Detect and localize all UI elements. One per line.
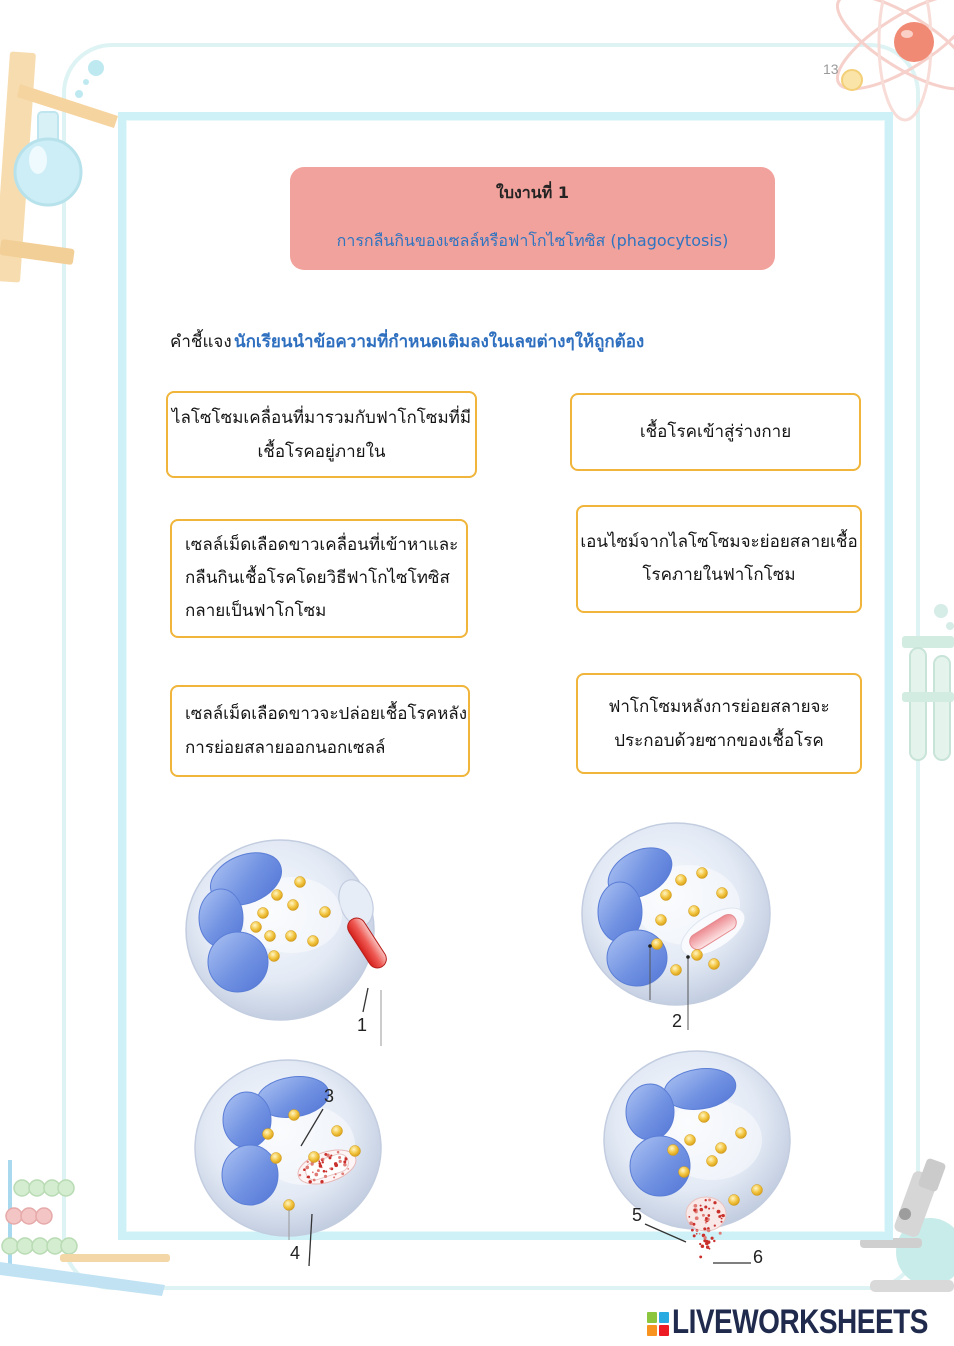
- pathogen-debris-speck: [318, 1161, 320, 1163]
- diagram-label-2: 2: [671, 1011, 683, 1031]
- answer-card-text: เชื้อโรคเข้าสู่ร่างกาย: [639, 422, 792, 442]
- granule: [350, 1146, 361, 1157]
- diagram-label-5: 5: [631, 1205, 643, 1225]
- pathogen-debris-speck: [705, 1217, 708, 1220]
- answer-card-2[interactable]: [570, 393, 861, 471]
- granule: [271, 1153, 282, 1164]
- instruction-text: นักเรียนนำข้อความที่กำหนดเติมลงในเลขต่างๆให้ถูกต้อง: [234, 332, 645, 352]
- answer-card-text: กลายเป็นฟาโกโซม: [185, 601, 327, 621]
- granule: [709, 959, 720, 970]
- label-pointer-line: [363, 988, 368, 1012]
- granule: [685, 1135, 696, 1146]
- pathogen-debris-speck: [344, 1157, 347, 1160]
- answer-card-3[interactable]: [170, 519, 468, 638]
- pathogen-debris-speck: [322, 1161, 324, 1163]
- pathogen-debris-speck: [720, 1221, 722, 1223]
- answer-card-text: ฟาโกโซมหลังการย่อยสลายจะ: [608, 696, 830, 717]
- granule: [295, 877, 306, 888]
- granule: [736, 1128, 747, 1139]
- pathogen-debris-speck: [700, 1208, 704, 1212]
- granule: [689, 906, 700, 917]
- page-number: 13: [823, 61, 839, 77]
- nucleus-lobe: [630, 1136, 690, 1196]
- cell-diagram-1: [186, 840, 390, 1046]
- granule: [332, 1126, 343, 1137]
- pathogen-debris-speck: [307, 1175, 310, 1178]
- pathogen-debris-speck: [702, 1214, 705, 1217]
- diagram-label-3: 3: [323, 1086, 335, 1106]
- diagram-label-6: 6: [752, 1247, 764, 1267]
- pathogen-debris-speck: [333, 1176, 335, 1178]
- granule: [263, 1129, 274, 1140]
- granule: [258, 908, 269, 919]
- granule: [716, 1143, 727, 1154]
- answer-card-text: เชื้อโรคอยู่ภายใน: [257, 441, 386, 462]
- pathogen-debris-speck: [321, 1159, 323, 1161]
- pathogen-debris-speck: [699, 1243, 701, 1245]
- answer-card-6[interactable]: [576, 673, 862, 774]
- answer-card-4[interactable]: [576, 505, 862, 613]
- pathogen-debris-speck: [305, 1166, 309, 1170]
- diagram-label-1: 1: [356, 1015, 368, 1035]
- phagocytosis-diagram: [150, 800, 850, 1280]
- granule: [265, 931, 276, 942]
- pathogen-debris-speck: [337, 1151, 340, 1154]
- pathogen-debris-speck: [708, 1208, 710, 1210]
- pathogen-debris-speck: [343, 1160, 346, 1163]
- granule: [661, 890, 672, 901]
- pathogen-debris-speck: [701, 1244, 705, 1248]
- answer-card-text: เอนไซม์จากไลโซโซมจะย่อยสลายเชื้อ: [580, 532, 858, 552]
- pathogen-debris-speck: [335, 1173, 337, 1175]
- granule: [272, 890, 283, 901]
- granule: [729, 1195, 740, 1206]
- pathogen-debris-speck: [699, 1233, 701, 1235]
- granule: [288, 900, 299, 911]
- pathogen-debris-speck: [338, 1156, 341, 1159]
- granule: [309, 1152, 320, 1163]
- granule: [717, 888, 728, 899]
- pathogen-debris-speck: [339, 1160, 342, 1163]
- answer-card-text: เซลล์เม็ดเลือดขาวจะปล่อยเชื้อโรคหลัง: [185, 704, 468, 724]
- pathogen-debris-speck: [707, 1214, 710, 1217]
- worksheet-title-box: [290, 167, 775, 270]
- liveworksheets-logo-icon: [647, 1312, 669, 1336]
- pathogen-debris-speck: [329, 1168, 331, 1170]
- cell-diagram-2: [582, 823, 770, 1031]
- diagram-label-4: 4: [289, 1243, 301, 1263]
- liveworksheets-logo: [647, 1302, 947, 1341]
- pathogen-debris-speck: [341, 1172, 344, 1175]
- pathogen-debris-speck: [704, 1205, 707, 1208]
- pathogen-debris-speck: [712, 1207, 714, 1209]
- granule: [269, 951, 280, 962]
- pathogen-debris-speck: [343, 1163, 347, 1167]
- granule: [707, 1156, 718, 1167]
- granule: [692, 950, 703, 961]
- pathogen-debris-speck: [688, 1216, 690, 1218]
- pathogen-debris-speck: [303, 1168, 306, 1171]
- pathogen-debris-speck: [718, 1215, 721, 1218]
- granule: [251, 922, 262, 933]
- nucleus-lobe: [626, 1084, 674, 1140]
- pathogen-debris-speck: [696, 1233, 698, 1235]
- answer-card-5[interactable]: [170, 685, 470, 777]
- granule: [284, 1200, 295, 1211]
- granule: [308, 936, 319, 947]
- granule: [668, 1145, 679, 1156]
- pathogen-debris-speck: [314, 1173, 318, 1177]
- pathogen-debris-speck: [713, 1201, 716, 1204]
- answer-card-text: เซลล์เม็ดเลือดขาวเคลื่อนที่เข้าหาและ: [185, 535, 459, 555]
- cell-diagram-3: [195, 1060, 381, 1266]
- pathogen-debris-speck: [324, 1175, 327, 1178]
- pathogen-debris-speck: [706, 1229, 708, 1231]
- granule: [652, 939, 663, 950]
- pathogen-debris-speck: [693, 1209, 696, 1212]
- liveworksheets-logo-text: LIVEWORKSHEETS: [672, 1302, 928, 1341]
- granule: [320, 907, 331, 918]
- pathogen-debris-speck: [329, 1156, 332, 1159]
- granule: [699, 1112, 710, 1123]
- pathogen-debris-speck: [708, 1198, 711, 1201]
- pathogen-debris-speck: [703, 1236, 706, 1239]
- pathogen-debris-speck: [700, 1205, 702, 1207]
- exocytosis-vesicle: [686, 1197, 726, 1231]
- granule: [752, 1185, 763, 1196]
- pathogen-debris-speck: [713, 1240, 715, 1242]
- answer-card-1[interactable]: [166, 391, 477, 478]
- pathogen-debris-speck: [699, 1255, 702, 1258]
- pathogen-debris-speck: [717, 1210, 721, 1214]
- answer-card-text: ประกอบด้วยซากของเชื้อโรค: [614, 730, 824, 751]
- pathogen-debris-speck: [705, 1228, 707, 1230]
- pathogen-debris-speck: [299, 1174, 302, 1177]
- answer-card-text: โรคภายในฟาโกโซม: [642, 565, 796, 585]
- granule: [671, 965, 682, 976]
- pathogen-debris-speck: [312, 1171, 314, 1173]
- pathogen-debris-speck: [324, 1153, 327, 1156]
- pathogen-debris-speck: [689, 1221, 693, 1225]
- pathogen-debris-speck: [319, 1164, 322, 1167]
- pathogen-debris-speck: [308, 1180, 311, 1183]
- pathogen-debris-speck: [323, 1170, 326, 1173]
- pathogen-debris-speck: [696, 1230, 699, 1233]
- granule: [656, 915, 667, 926]
- nucleus-lobe: [208, 932, 268, 992]
- nucleus-lobe: [223, 1092, 271, 1148]
- answer-card-text: กลืนกินเชื้อโรคโดยวิธีฟาโกไซโทซิส: [185, 568, 450, 588]
- pathogen-debris-speck: [320, 1182, 322, 1184]
- bubble-icon: [75, 90, 83, 98]
- pathogen-debris-speck: [695, 1216, 699, 1220]
- bubble-icon: [88, 60, 104, 76]
- instruction-label: คำชี้แจง: [170, 332, 232, 352]
- cell-diagram-4: [604, 1051, 790, 1267]
- pathogen-debris-speck: [694, 1204, 698, 1208]
- test-tube-icon: [902, 604, 954, 760]
- pathogen-debris-speck: [334, 1163, 338, 1167]
- pathogen-debris-speck: [325, 1171, 327, 1173]
- granule: [697, 868, 708, 879]
- pathogen-debris-speck: [313, 1179, 316, 1182]
- pathogen-debris-speck: [317, 1169, 320, 1172]
- pathogen-debris-speck: [714, 1225, 716, 1227]
- worksheet-subtitle: การกลืนกินของเซลล์หรือฟาโกไซโทซิส (phagocytosis): [336, 231, 729, 250]
- pathogen-debris-speck: [721, 1218, 723, 1220]
- pathogen-debris-speck: [691, 1229, 694, 1232]
- worksheet-title: ใบงานที่ 1: [496, 183, 569, 202]
- granule: [676, 875, 687, 886]
- pathogen-debris-speck: [722, 1214, 725, 1217]
- granule: [679, 1167, 690, 1178]
- nucleus-lobe: [222, 1145, 278, 1205]
- granule: [286, 931, 297, 942]
- pathogen-debris-speck: [706, 1240, 709, 1243]
- pathogen-debris-speck: [709, 1248, 711, 1250]
- pathogen-debris-speck: [347, 1168, 349, 1170]
- answer-card-text: การย่อยสลายออกนอกเซลล์: [185, 738, 386, 758]
- pathogen-debris-speck: [693, 1234, 696, 1237]
- pathogen-debris-speck: [307, 1161, 309, 1163]
- pointer-dot: [686, 955, 690, 959]
- pathogen-debris-speck: [318, 1162, 321, 1165]
- pathogen-debris-speck: [705, 1199, 707, 1201]
- granule: [289, 1110, 300, 1121]
- pathogen-debris-speck: [719, 1232, 722, 1235]
- pathogen-debris-speck: [711, 1237, 714, 1240]
- answer-card-text: ไลโซโซมเคลื่อนที่มารวมกับฟาโกโซมที่มี: [171, 407, 472, 428]
- bubble-icon: [83, 79, 89, 85]
- pathogen-debris-speck: [330, 1155, 332, 1157]
- atom-icon: [825, 0, 954, 120]
- pointer-dot: [648, 944, 652, 948]
